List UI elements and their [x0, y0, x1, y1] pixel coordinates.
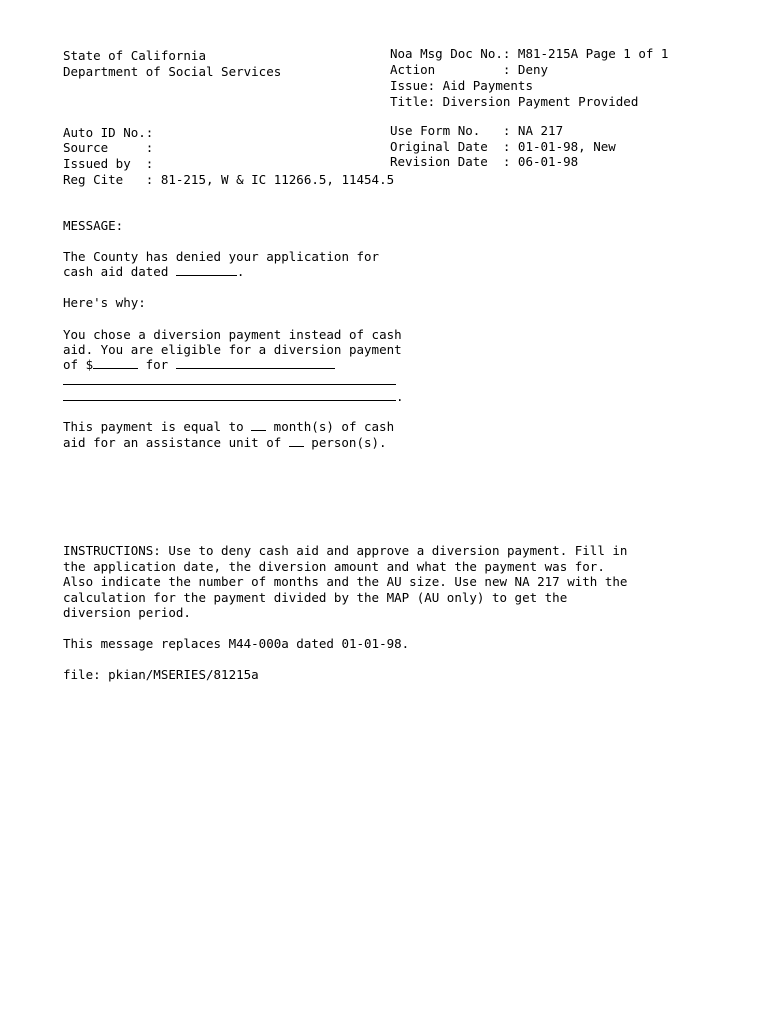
issue-field: Issue: Aid Payments	[390, 78, 533, 93]
payment-equal-line-2	[63, 435, 387, 450]
issued-by-field: Issued by :	[63, 156, 154, 171]
title-field: Title: Diversion Payment Provided	[390, 94, 639, 109]
message-line-1: The County has denied your application for	[63, 249, 380, 264]
diversion-purpose-blank-2	[63, 373, 396, 385]
message-line-2-prefix: cash aid dated	[63, 264, 176, 279]
noa-msg-doc-no: Noa Msg Doc No.: M81-215A Page 1 of 1	[390, 46, 669, 61]
assistance-unit-suffix: person(s).	[303, 435, 387, 450]
message-line-2-suffix: .	[236, 264, 245, 279]
diversion-amount-prefix: of $	[63, 357, 94, 372]
persons-blank	[289, 435, 304, 447]
heres-why-label: Here's why:	[63, 295, 146, 310]
diversion-amount-blank	[93, 357, 138, 369]
department-name: Department of Social Services	[63, 64, 282, 79]
diversion-purpose-blank-3	[63, 389, 396, 401]
diversion-line-5	[63, 389, 404, 404]
action-field: Action : Deny	[390, 62, 549, 77]
auto-id-field: Auto ID No.:	[63, 125, 154, 140]
instructions-line-3: Also indicate the number of months and the AU size. Use new NA 217 with the	[63, 574, 628, 589]
instructions-line-5: diversion period.	[63, 605, 191, 620]
diversion-line-4	[63, 373, 396, 388]
message-label: MESSAGE:	[63, 218, 124, 233]
instructions-line-4: calculation for the payment divided by the MAP (AU only) to get the	[63, 590, 568, 605]
payment-equal-prefix: This payment is equal to	[63, 419, 252, 434]
original-date-field: Original Date : 01-01-98, New	[390, 139, 616, 154]
diversion-line-5-suffix: .	[396, 389, 404, 404]
payment-equal-line-1	[63, 419, 394, 434]
diversion-line-3	[63, 357, 335, 372]
revision-date-field: Revision Date : 06-01-98	[390, 154, 579, 169]
use-form-field: Use Form No. : NA 217	[390, 123, 564, 138]
state-name: State of California	[63, 48, 206, 63]
file-path: file: pkian/MSERIES/81215a	[63, 667, 259, 682]
diversion-for-label: for	[138, 357, 176, 372]
message-line-2	[63, 264, 244, 279]
payment-equal-suffix: month(s) of cash	[266, 419, 395, 434]
assistance-unit-prefix: aid for an assistance unit of	[63, 435, 289, 450]
reg-cite-field: Reg Cite : 81-215, W & IC 11266.5, 11454.5	[63, 172, 395, 187]
instructions-line-2: the application date, the diversion amount and what the payment was for.	[63, 559, 605, 574]
replaces-note: This message replaces M44-000a dated 01-01-98.	[63, 636, 410, 651]
diversion-line-1: You chose a diversion payment instead of cash	[63, 327, 402, 342]
instructions-line-1: INSTRUCTIONS: Use to deny cash aid and approve a diversion payment. Fill in	[63, 543, 628, 558]
diversion-purpose-blank	[176, 357, 335, 369]
months-blank	[251, 419, 266, 431]
diversion-line-2: aid. You are eligible for a diversion payment	[63, 342, 402, 357]
application-date-blank	[176, 264, 237, 276]
source-field: Source :	[63, 140, 154, 155]
